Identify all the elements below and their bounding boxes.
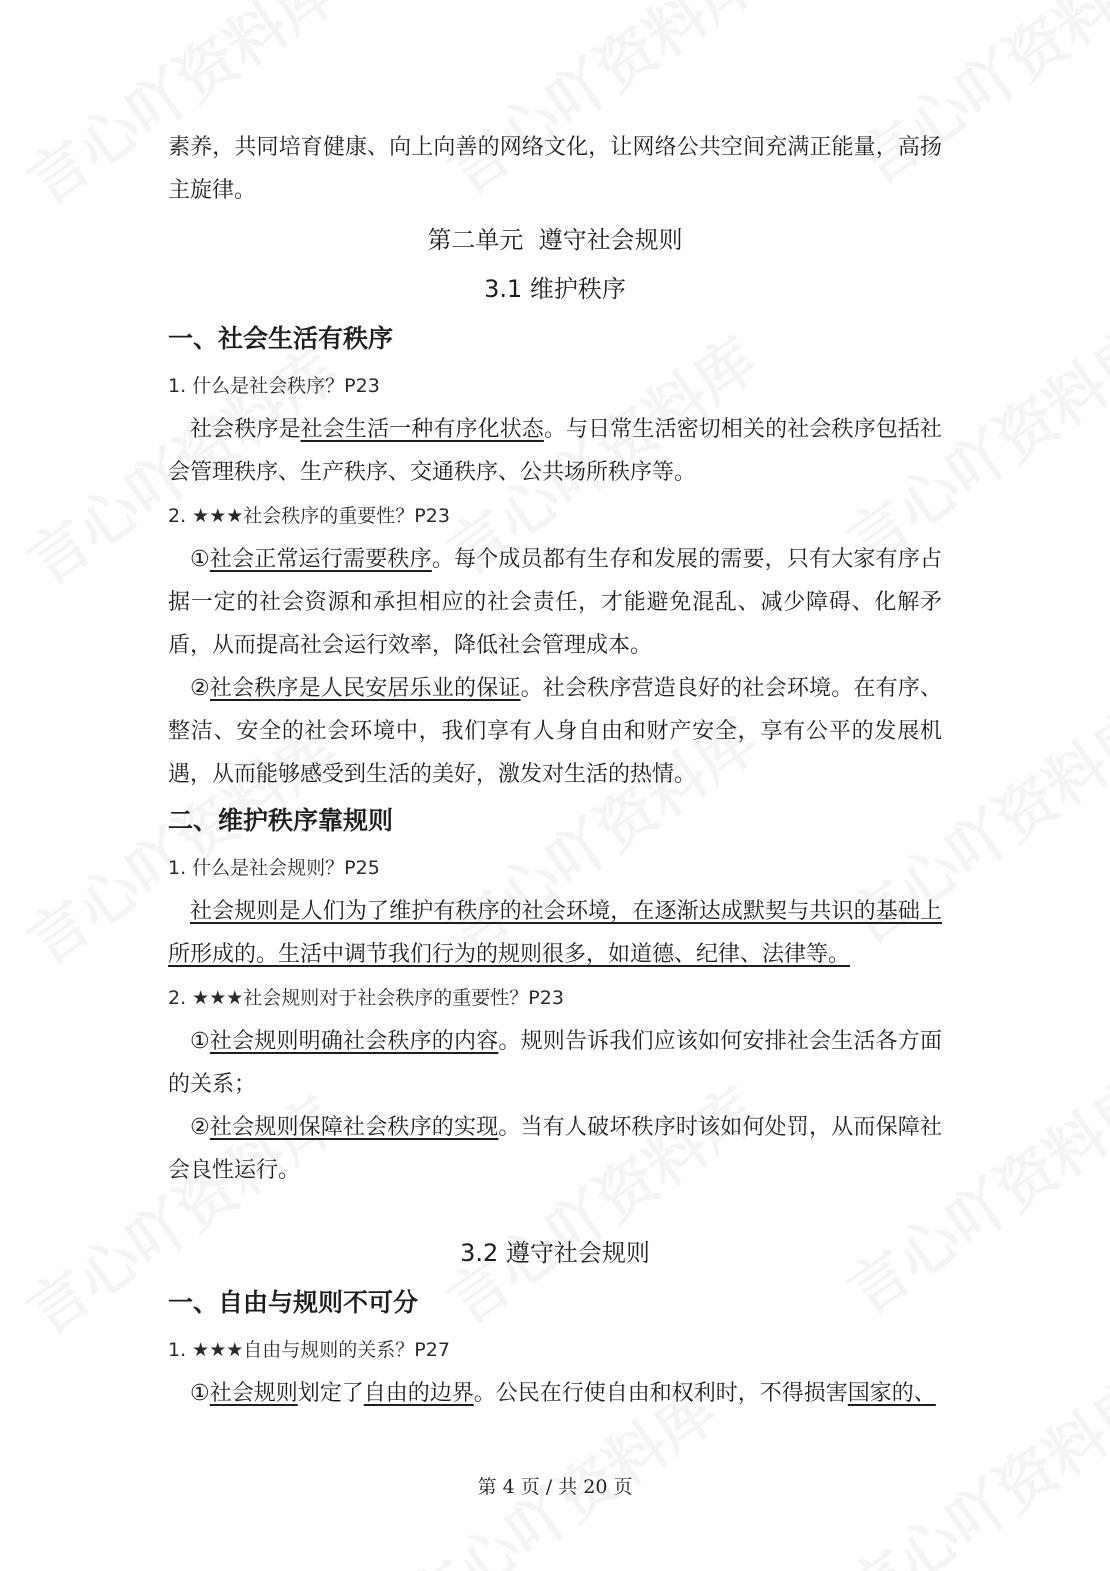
- answer-text: 。规则告诉我们应该如何安排社会生活各方面的关系；: [168, 1029, 942, 1097]
- section-title-3-1: 3.1 维护秩序: [484, 275, 626, 303]
- answer-point-2: [168, 1106, 942, 1192]
- answer-text: 。公民在行使自由和权利时，不得损害: [473, 1381, 848, 1406]
- question-rules-importance: 2. ★★★社会规则对于社会秩序的重要性？P23: [168, 987, 564, 1009]
- answer-text: 。与日常生活密切相关的社会秩序包括社会管理秩序、生产秩序、交通秩序、公共场所秩序等。: [168, 417, 942, 485]
- answer-point-1: [168, 1372, 942, 1415]
- point-marker: ②: [190, 1115, 210, 1140]
- key-point: 社会规则: [209, 1381, 298, 1406]
- key-point: 自由的边界: [363, 1381, 474, 1406]
- point-marker: ②: [190, 676, 210, 701]
- page-footer: 第 4 页 / 共 20 页: [477, 1476, 633, 1498]
- answer-text: 。每个成员都有生存和发展的需要，只有大家有序占据一定的社会资源和承担相应的社会责任，才能避免混乱、减少障碍、化解矛盾，从而提高社会运行效率，降低社会管理成本。: [168, 547, 942, 658]
- answer-text: 划定了: [297, 1381, 364, 1406]
- answer-text: 。当有人破坏秩序时该如何处罚，从而保障社会良性运行。: [168, 1115, 942, 1183]
- heading-social-life-order: 一、社会生活有秩序: [168, 324, 394, 353]
- paragraph-continuation: 素养，共同培育健康、向上向善的网络文化，让网络公共空间充满正能量，高扬主旋律。: [168, 135, 942, 203]
- key-point: 社会秩序是人民安居乐业的保证: [209, 676, 521, 701]
- answer-point-1: [168, 538, 942, 667]
- answer-text: 。社会秩序营造良好的社会环境。在有序、整洁、安全的社会环境中，我们享有人身自由和财产安全，享有公平的发展机遇，从而能够感受到生活的美好，激发对生活的热情。: [168, 676, 942, 787]
- key-point: 社会规则保障社会秩序的实现: [209, 1115, 499, 1140]
- answer-social-order: [168, 408, 942, 494]
- key-point: 国家的、: [847, 1381, 936, 1406]
- heading-freedom-and-rules: 一、自由与规则不可分: [168, 1288, 419, 1317]
- point-marker: ①: [190, 547, 210, 572]
- answer-text: 社会秩序是: [190, 417, 301, 442]
- question-what-are-rules: 1. 什么是社会规则？P25: [168, 857, 380, 879]
- key-point: 社会正常运行需要秩序: [209, 547, 432, 572]
- question-what-is-social-order: 1. 什么是社会秩序？P23: [168, 375, 380, 397]
- page-content: [168, 126, 942, 1415]
- answer-rules: [168, 890, 942, 976]
- spacer: [168, 1192, 942, 1228]
- heading-order-by-rules: 二、维护秩序靠规则: [168, 806, 394, 835]
- key-point: 社会规则明确社会秩序的内容: [209, 1029, 499, 1054]
- point-marker: ①: [190, 1381, 210, 1406]
- unit-title: 第二单元 遵守社会规则: [427, 226, 683, 254]
- answer-point-2: [168, 667, 942, 796]
- point-marker: ①: [190, 1029, 210, 1054]
- key-point: 社会规则是人们为了维护有秩序的社会环境，在逐渐达成默契与共识的基础上所形成的。生活中调节我们行为的规则很多，如道德、纪律、法律等。: [168, 899, 942, 967]
- key-point: 社会生活一种有序化状态: [300, 417, 544, 442]
- question-importance-of-order: 2. ★★★社会秩序的重要性？P23: [168, 505, 450, 527]
- answer-point-1: [168, 1020, 942, 1106]
- question-freedom-rules-relation: 1. ★★★自由与规则的关系？P27: [168, 1339, 450, 1361]
- section-title-3-2: 3.2 遵守社会规则: [460, 1239, 650, 1267]
